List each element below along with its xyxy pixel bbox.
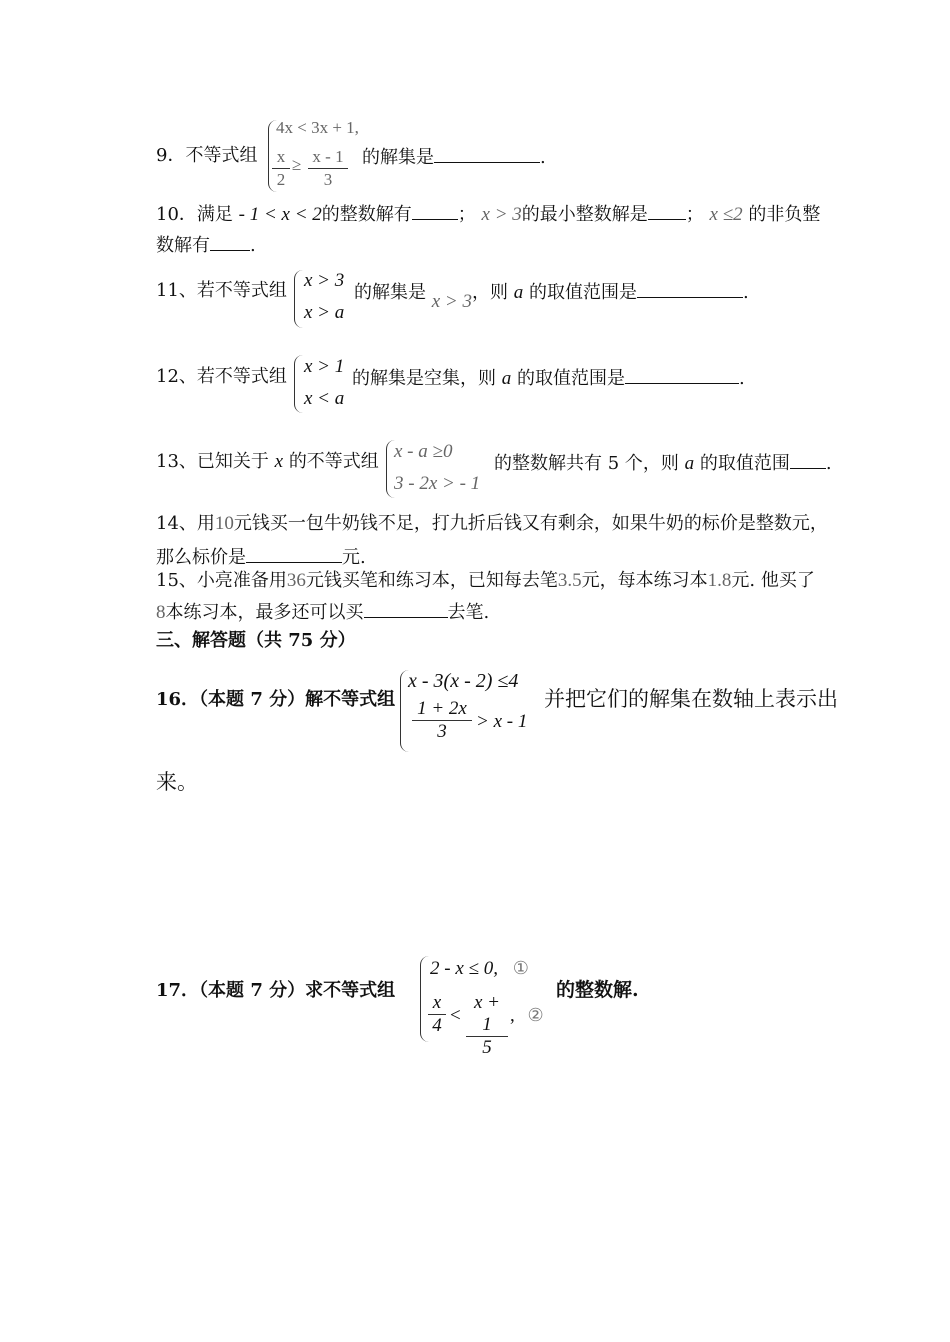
q17-frac2 (466, 992, 508, 1059)
q15-line2-b: 去笔. (447, 602, 490, 623)
q17-label: 17．（本题 7 分）求不等式组 (156, 980, 396, 1001)
q11-label: 11、若不等式组 (156, 280, 287, 301)
q15-amount: 36 (286, 570, 306, 591)
q17-mark2: ② (527, 1005, 544, 1026)
q17-row1-expr: 2 - x ≤ 0, (430, 958, 498, 979)
q15-line2-a: 本练习本，最多还可以买 (165, 602, 364, 623)
q16-label: 16．（本题 7 分）解不等式组 (156, 689, 396, 710)
q13-t0: 的不等式组 (288, 451, 379, 472)
q16-frac (412, 698, 472, 743)
q9-frac-left (272, 146, 290, 191)
q11-brace (294, 270, 303, 328)
q12-answer (352, 365, 745, 391)
q12-brace (294, 355, 303, 413)
q16-frac-num: 1 + 2x (412, 698, 472, 721)
q16-frac-den: 3 (437, 721, 447, 742)
q16-after: 并把它们的解集在数轴上表示出 (544, 687, 838, 711)
q10-t1: 的整数解有 (321, 204, 412, 225)
q9-answer (362, 144, 546, 170)
q10-sep1: ； (457, 204, 476, 225)
q13-num: 13、已知关于 (156, 451, 269, 472)
q14-text-a: 14、用 (156, 513, 215, 534)
q13-var2: a (684, 453, 695, 474)
q9-after: 的解集是 (362, 147, 434, 168)
q12-var: a (501, 368, 512, 389)
q9-label: 9．不等式组 (156, 145, 258, 166)
q15-text-a: 15、小亮准备用 (156, 570, 287, 591)
q9-frac-left-den: 2 (276, 170, 286, 189)
q10-blank3[interactable] (210, 232, 250, 251)
q14-line2 (156, 544, 366, 570)
q9-frac-right-num: x - 1 (308, 146, 348, 169)
q9-row1: 4x < 3x + 1, (276, 118, 359, 137)
q12-row1: x > 1 (304, 356, 345, 377)
q13-t2: 的取值范围 (699, 453, 790, 474)
q12-t1: 的解集是空集，则 (352, 368, 496, 389)
q13-label (156, 450, 379, 474)
q13-tail: . (825, 453, 832, 474)
q14-line1 (156, 512, 828, 536)
q10-ineq3: x ≤2 (709, 204, 743, 225)
q10-line2 (156, 232, 256, 258)
q10-ineq1: - 1 < x < 2 (238, 204, 322, 225)
q11-t2: ，则 (472, 282, 508, 303)
q11-blank[interactable] (637, 279, 743, 298)
q9-tail: . (540, 147, 546, 168)
q13-t1: 的整数解共有 5 个，则 (494, 453, 679, 474)
q10-blank2[interactable] (648, 201, 686, 220)
q14-blank[interactable] (246, 544, 342, 563)
q9-frac-left-num: x (272, 146, 290, 169)
q17-after: 的整数解. (556, 979, 639, 1001)
q17-mark1: ① (512, 958, 529, 979)
q17-row2-tail (510, 1005, 544, 1027)
q15-text-c: 元，每本练习本 (581, 570, 708, 591)
q13-row1: x - a ≥0 (394, 441, 453, 462)
q15-text-b: 元钱买笔和练习本，已知每去笔 (305, 570, 558, 591)
q10-tail: . (250, 235, 256, 256)
q14-text-b: 元钱买一包牛奶钱不足，打九折后钱又有剩余，如果牛奶的标价是整数元， (233, 513, 828, 534)
q13-answer (494, 450, 832, 476)
q10-t2: 的最小整数解是 (521, 204, 648, 225)
q12-label: 12、若不等式组 (156, 366, 287, 387)
q16-line2: 来。 (156, 770, 198, 794)
q15-book-price: 1.8 (707, 570, 732, 591)
q11-var: a (513, 282, 524, 303)
q10-line2-text: 数解有 (156, 235, 210, 256)
q16-row2-rest: > x - 1 (476, 711, 528, 732)
q9-frac-right-den: 3 (323, 170, 333, 189)
section-heading: 三、解答题（共 75 分） (156, 630, 356, 651)
q13-blank[interactable] (790, 450, 826, 469)
q14-amount: 10 (214, 513, 234, 534)
q9-frac-right (308, 146, 348, 191)
q10-line1 (156, 201, 820, 227)
q11-tail: . (742, 282, 749, 303)
q16-row1: x - 3(x - 2) ≤4 (408, 670, 519, 692)
q17-op: < (450, 1005, 461, 1026)
q10-sep2: ； (685, 204, 704, 225)
q12-t2: 的取值范围是 (516, 368, 625, 389)
q10-blank1[interactable] (412, 201, 458, 220)
q15-text-d: 元. 他买了 (731, 570, 815, 591)
q14-line2-a: 那么标价是 (156, 547, 246, 568)
q10-ineq2: x > 3 (481, 204, 522, 225)
q17-frac2-den: 5 (482, 1037, 492, 1058)
q9-blank[interactable] (434, 144, 540, 163)
q17-frac1 (428, 992, 446, 1037)
q9-ge: ≥ (292, 155, 302, 174)
q15-blank[interactable] (364, 599, 448, 618)
q13-var: x (274, 451, 284, 472)
q11-answer (354, 279, 749, 312)
q12-row2: x < a (304, 388, 345, 409)
q11-t3: 的取值范围是 (528, 282, 637, 303)
q11-row1: x > 3 (304, 270, 345, 291)
q17-frac1-num: x (428, 992, 446, 1015)
q12-blank[interactable] (625, 365, 739, 384)
q17-row1 (430, 958, 529, 980)
q15-count: 8 (156, 602, 166, 623)
q12-tail: . (738, 368, 745, 389)
q11-sol: x > 3 (431, 291, 472, 312)
q17-frac1-den: 4 (432, 1015, 442, 1036)
q10-t3: 的非负整 (748, 204, 821, 225)
q15-line1 (156, 569, 815, 593)
q15-pen-price: 3.5 (557, 570, 582, 591)
q14-line2-b: 元. (342, 547, 366, 568)
q13-row2: 3 - 2x > - 1 (394, 473, 481, 494)
q11-t1: 的解集是 (354, 282, 426, 303)
q15-line2 (156, 599, 489, 625)
q17-comma: , (510, 1005, 515, 1026)
q17-frac2-num: x + 1 (466, 992, 508, 1037)
q10-label: 10．满足 (156, 204, 233, 225)
q11-row2: x > a (304, 302, 345, 323)
